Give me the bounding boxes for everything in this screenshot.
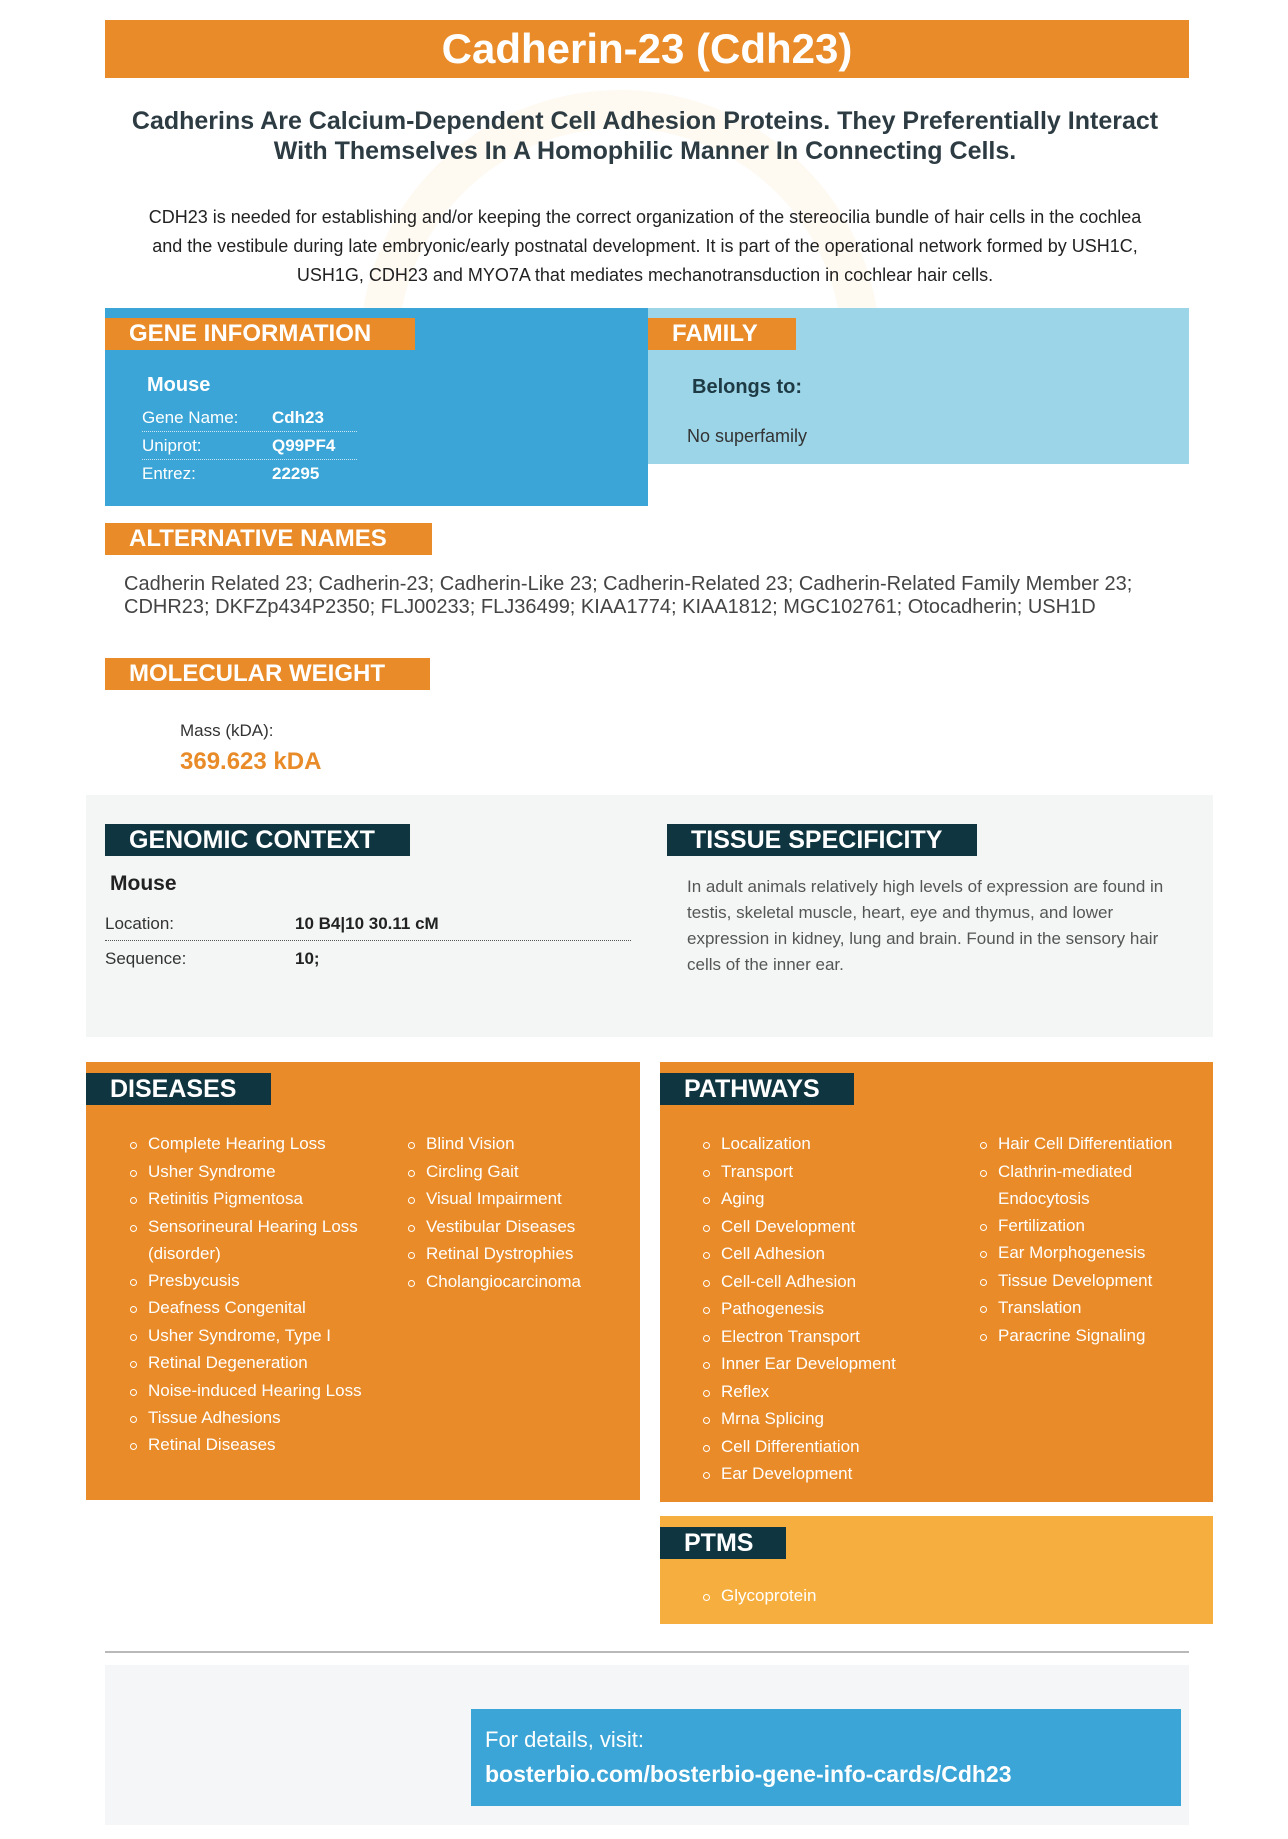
alternative-names-text: Cadherin Related 23; Cadherin-23; Cadherin-Like 23; Cadherin-Related 23; Cadherin-Related Family Member 23; CDHR23; DKFZp434P2350; FLJ00233; FLJ36499; KIAA1774; KIAA1812; MGC102761; Otocadherin; USH1D: [124, 573, 1133, 618]
ptms-list: [701, 1582, 816, 1610]
gene-row-value: 22295: [272, 464, 320, 483]
list-item: Deafness Congenital: [128, 1294, 368, 1322]
footer-link[interactable]: bosterbio.com/bosterbio-gene-info-cards/Cdh23: [485, 1761, 1012, 1787]
gene-information-label: GENE INFORMATION: [105, 318, 415, 350]
list-item: Vestibular Diseases: [406, 1213, 626, 1241]
list-item: Mrna Splicing: [701, 1405, 961, 1433]
list-item: Retinal Dystrophies: [406, 1240, 626, 1268]
list-item: Complete Hearing Loss: [128, 1130, 368, 1158]
genomic-sequence-key: Sequence:: [105, 949, 187, 968]
list-item: Noise-induced Hearing Loss: [128, 1377, 368, 1404]
list-item: Clathrin-mediated Endocytosis: [978, 1158, 1208, 1212]
list-item: Paracrine Signaling: [978, 1322, 1208, 1350]
list-item: Cholangiocarcinoma: [406, 1268, 626, 1296]
list-item: Localization: [701, 1130, 961, 1158]
ptms-label: PTMS: [660, 1527, 786, 1559]
list-item: Aging: [701, 1185, 961, 1213]
list-item: Cell-cell Adhesion: [701, 1268, 961, 1296]
list-item: Electron Transport: [701, 1323, 961, 1351]
list-item: Ear Morphogenesis: [978, 1239, 1208, 1267]
list-item: Tissue Adhesions: [128, 1404, 368, 1432]
list-item: Retinal Diseases: [128, 1431, 368, 1459]
pathways-label: PATHWAYS: [660, 1073, 854, 1105]
list-item: Presbycusis: [128, 1267, 368, 1295]
list-item: Fertilization: [978, 1212, 1208, 1240]
list-item: Cell Differentiation: [701, 1433, 961, 1461]
list-item: Glycoprotein: [701, 1582, 816, 1610]
gene-row-key: Gene Name:: [142, 407, 239, 427]
list-item: Cell Adhesion: [701, 1240, 961, 1268]
diseases-list-col2: [406, 1130, 626, 1295]
subtitle: Cadherins Are Calcium-Dependent Cell Adhesion Proteins. They Preferentially Interact With Themselves In A Homophilic Manner In Connecting Cells.: [131, 107, 1159, 165]
gene-species: Mouse: [147, 374, 211, 396]
gene-row-key: Uniprot:: [142, 435, 202, 455]
gene-row-name: [142, 404, 357, 432]
diseases-list-col1: [128, 1130, 368, 1459]
genomic-context-label: GENOMIC CONTEXT: [105, 824, 410, 856]
genomic-sequence-row: [105, 942, 631, 976]
genomic-location-row: [105, 907, 631, 941]
mass-value: 369.623 kDA: [180, 748, 322, 775]
list-item: Retinitis Pigmentosa: [128, 1185, 368, 1213]
list-item: Hair Cell Differentiation: [978, 1130, 1208, 1158]
family-belongs-label: Belongs to:: [692, 376, 802, 398]
list-item: Retinal Degeneration: [128, 1349, 368, 1377]
genomic-location-value: 10 B4|10 30.11 cM: [295, 913, 439, 933]
list-item: Cell Development: [701, 1213, 961, 1241]
list-item: Pathogenesis: [701, 1295, 961, 1323]
list-item: Blind Vision: [406, 1130, 626, 1158]
footer-callout: [471, 1709, 1181, 1806]
tissue-specificity-label: TISSUE SPECIFICITY: [667, 824, 977, 856]
footer-text: For details, visit:: [485, 1727, 644, 1752]
list-item: Inner Ear Development: [701, 1350, 961, 1378]
genomic-location-key: Location:: [105, 913, 174, 933]
list-item: Transport: [701, 1158, 961, 1186]
list-item: Ear Development: [701, 1460, 961, 1488]
footer-divider: [105, 1651, 1189, 1653]
list-item: Visual Impairment: [406, 1185, 626, 1213]
title-bar: [105, 20, 1189, 78]
gene-row-value: Q99PF4: [272, 435, 336, 455]
page-title: Cadherin-23 (Cdh23): [441, 25, 853, 72]
list-item: Circling Gait: [406, 1158, 626, 1186]
list-item: Reflex: [701, 1378, 961, 1406]
pathways-list-col2: [978, 1130, 1208, 1349]
intro-paragraph: CDH23 is needed for establishing and/or keeping the correct organization of the stereocilia bundle of hair cells in the cochlea and the vestibule during late embryonic/early postnatal development. It is part of the operational network formed by USH1C, USH1G, CDH23 and MYO7A that mediates mechanotransduction in cochlear hair cells.: [148, 207, 1142, 285]
mass-label: Mass (kDA):: [180, 721, 274, 740]
gene-row-value: Cdh23: [272, 407, 324, 427]
pathways-list-col1: [701, 1130, 961, 1488]
list-item: Translation: [978, 1294, 1208, 1322]
list-item: Tissue Development: [978, 1267, 1208, 1295]
diseases-label: DISEASES: [86, 1073, 271, 1105]
family-label: FAMILY: [648, 318, 796, 350]
gene-row-entrez: [142, 460, 357, 488]
list-item: Usher Syndrome, Type I: [128, 1322, 368, 1350]
alternative-names-label: ALTERNATIVE NAMES: [105, 523, 432, 555]
gene-row-uniprot: [142, 432, 357, 460]
genomic-sequence-value: 10;: [295, 949, 320, 968]
tissue-specificity-text: In adult animals relatively high levels of expression are found in testis, skeletal muscle, heart, eye and thymus, and lower expression in kidney, lung and brain. Found in the sensory hair cells of the inner ear.: [687, 877, 1164, 974]
family-value: No superfamily: [687, 426, 808, 446]
molecular-weight-label: MOLECULAR WEIGHT: [105, 658, 430, 690]
list-item: Sensorineural Hearing Loss (disorder): [128, 1213, 368, 1267]
gene-row-key: Entrez:: [142, 464, 196, 483]
genomic-species: Mouse: [110, 872, 177, 895]
list-item: Usher Syndrome: [128, 1158, 368, 1186]
